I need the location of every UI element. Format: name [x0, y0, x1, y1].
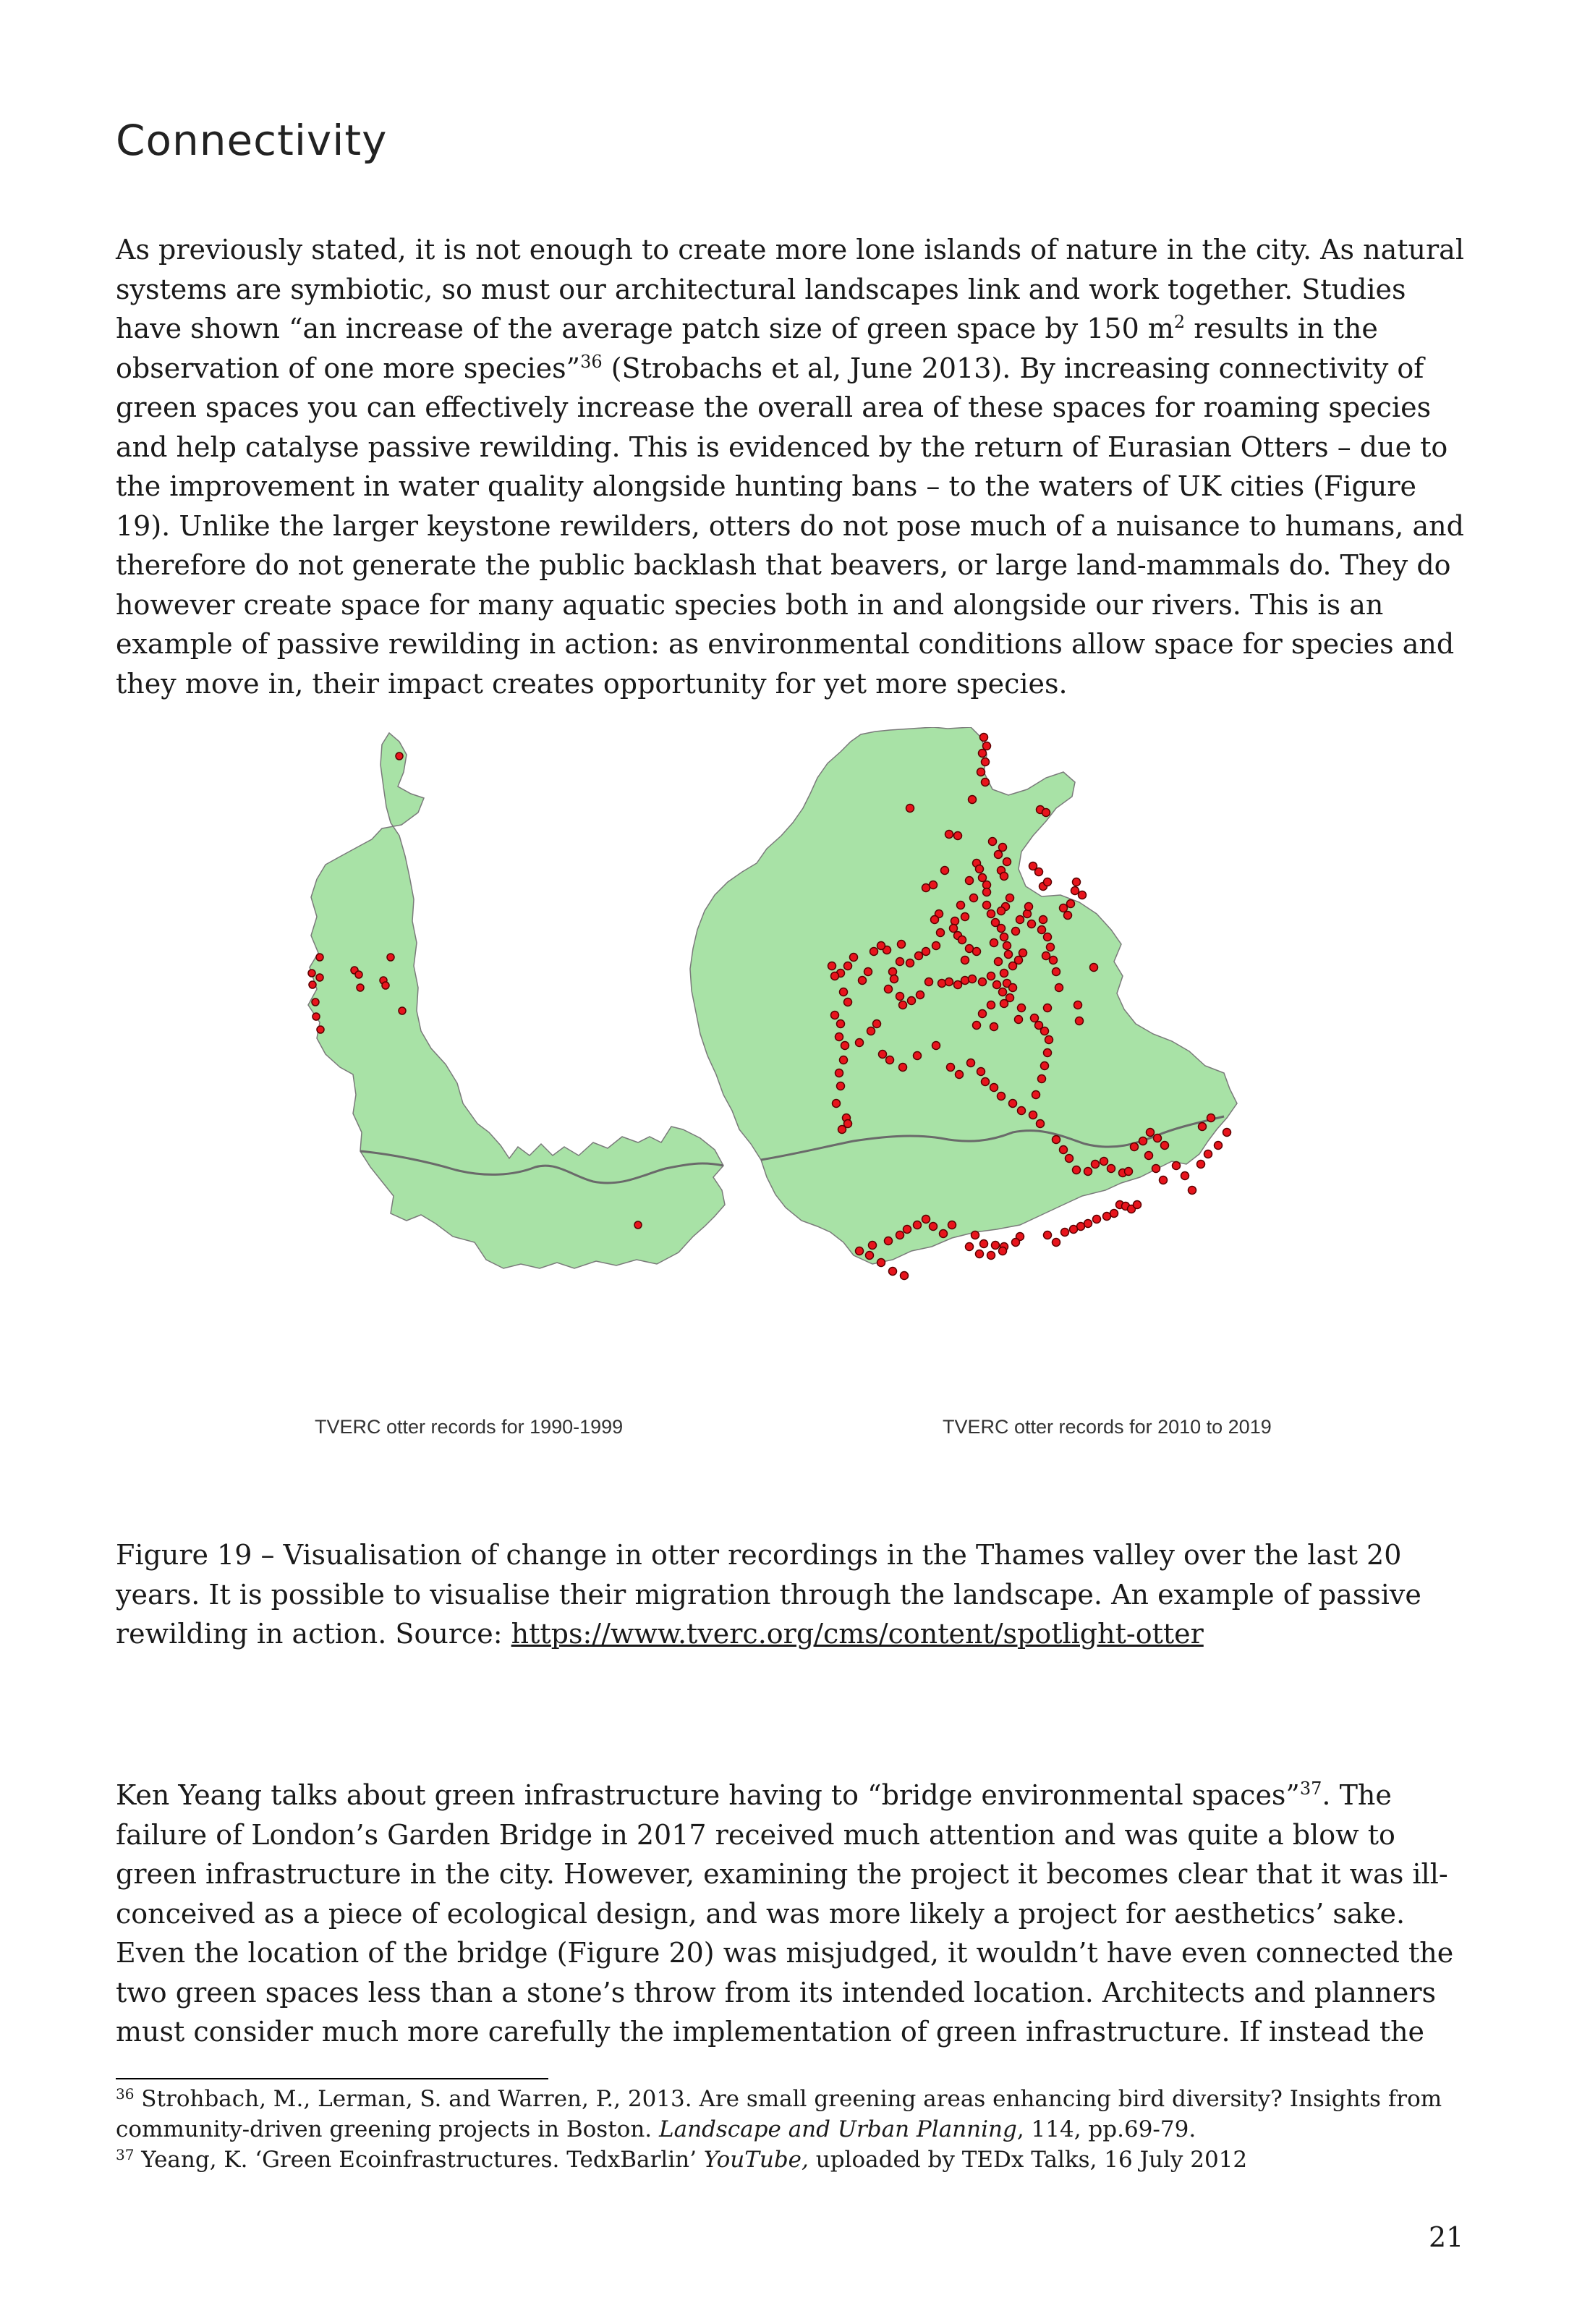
otter-record-dot-71 — [889, 968, 897, 976]
otter-record-dot-36 — [1015, 957, 1023, 964]
page-number: 21 — [1429, 2221, 1464, 2253]
otter-record-dot-134 — [840, 988, 848, 996]
otter-record-dot-42 — [1006, 894, 1014, 902]
otter-record-dot-47 — [1044, 878, 1052, 886]
otter-record-dot-58 — [931, 916, 939, 924]
figure-otter-maps — [217, 727, 1389, 1451]
otter-record-dot-215 — [922, 1216, 930, 1224]
otter-record-dot-128 — [1073, 878, 1081, 886]
otter-record-dot-1 — [983, 742, 991, 750]
otter-record-dot-163 — [1018, 1107, 1026, 1115]
otter-record-dot-82 — [859, 977, 867, 985]
source-link[interactable]: https://www.tverc.org/cms/content/spotlight-otter — [511, 1618, 1204, 1650]
otter-record-dot-121 — [1090, 964, 1098, 972]
otter-record-dot-156 — [956, 1071, 964, 1079]
otter-record-dot-91 — [945, 978, 953, 986]
otter-record-dot-222 — [866, 1252, 874, 1260]
otter-record-dot-23 — [966, 877, 974, 885]
otter-record-dot-123 — [1060, 904, 1068, 912]
otter-record-dot-53 — [1050, 957, 1058, 964]
otter-record-dot-8 — [1042, 809, 1050, 817]
otter-record-dot-118 — [1053, 968, 1060, 976]
otter-record-dot-209 — [992, 1242, 1000, 1250]
otter-record-dot-116 — [1032, 1091, 1040, 1099]
otter-record-dot-210 — [980, 1240, 988, 1248]
otter-record-dot-20 — [941, 867, 949, 875]
otter-record-dot-211 — [972, 1231, 979, 1239]
otter-record-dot-165 — [1037, 1120, 1045, 1128]
otter-record-dot-154 — [932, 1042, 940, 1050]
otter-record-dot-83 — [890, 975, 898, 983]
otter-record-dot-127 — [1079, 891, 1087, 899]
otter-record-dot-224 — [889, 1268, 897, 1276]
otter-record-dot-168 — [1066, 1155, 1074, 1163]
otter-record-dot-190 — [1223, 1129, 1231, 1137]
otter-record-dot-178 — [1147, 1129, 1155, 1137]
otter-record-dot-117 — [1044, 1004, 1052, 1012]
otter-record-dot-0 — [980, 734, 988, 742]
otter-record-dot-138 — [836, 1033, 843, 1041]
otter-record-dot-214 — [930, 1223, 938, 1231]
otter-record-dot-132 — [999, 844, 1007, 852]
otter-record-dot-32 — [990, 939, 998, 947]
footnote-number: 37 — [116, 2146, 135, 2163]
otter-record-dot-158 — [977, 1068, 985, 1076]
otter-record-dot-149 — [873, 1020, 881, 1028]
otter-record-dot-182 — [1152, 1165, 1160, 1173]
otter-record-dot-203 — [1061, 1229, 1069, 1237]
footnote-text: Yeang, K. ‘Green Ecoinfrastructures. TedxBarlin’ — [134, 2147, 704, 2173]
otter-record-dot-115 — [1038, 1075, 1046, 1083]
otter-record-dot-69 — [906, 959, 914, 967]
otter-record-dot-29 — [1000, 933, 1008, 941]
otter-record-dot-166 — [1053, 1136, 1060, 1144]
otter-record-dot-41 — [1025, 903, 1033, 911]
otter-record-dot-137 — [837, 1020, 845, 1028]
otter-record-dot-217 — [904, 1226, 911, 1234]
footnote-number: 36 — [116, 2085, 135, 2103]
otter-record-dot-93 — [961, 977, 969, 985]
otter-record-dot-109 — [1031, 1014, 1039, 1022]
otter-record-dot-188 — [1204, 1150, 1212, 1158]
otter-record-dot-179 — [1154, 1135, 1162, 1142]
otter-record-dot-176 — [1131, 1143, 1139, 1151]
otter-record-dot-67 — [922, 948, 930, 956]
otter-record-dot-225 — [901, 1272, 909, 1280]
caption-text: Figure 19 – Visualisation of change in otter recordings in the Thames valley over the last 20 years. It is possible to visualise their migration through the landscape. An example of passive rewilding in action. Source: — [116, 1539, 1421, 1650]
footnote-text-end: uploaded by TEDx Talks, 16 July 2012 — [808, 2147, 1248, 2173]
footnote-ref-37[interactable]: 37 — [1299, 1778, 1322, 1799]
paragraph1-text-a: As previously stated, it is not enough to create more lone islands of nature in the city. As natural systems are symbiotic, so must our architectural landscapes link and work together. Studies have shown “an increase of the average patch size of green space by 150 m — [116, 234, 1464, 344]
otter-record-dot-159 — [982, 1078, 990, 1086]
otter-record-dot-2 — [979, 750, 987, 758]
footnote-ref-36[interactable]: 36 — [580, 351, 603, 372]
otter-record-dot-192 — [1207, 1114, 1215, 1122]
otter-record-dot-105 — [973, 1022, 981, 1030]
otter-record-dot-19 — [1000, 873, 1008, 881]
otter-record-dot-198 — [1103, 1213, 1111, 1221]
otter-record-dot-10 — [945, 831, 953, 839]
otter-record-dot-40 — [1024, 910, 1032, 918]
otter-record-dot-90 — [938, 980, 946, 988]
otter-record-dot-77 — [844, 962, 852, 970]
footnote-36 — [116, 2084, 1476, 2145]
otter-record-dot-81 — [864, 968, 872, 976]
otter-record-dot-172 — [1100, 1158, 1108, 1166]
superscript-unit: 2 — [1173, 312, 1186, 332]
footnote-divider — [116, 2078, 548, 2079]
otter-record-dot-114 — [1041, 1062, 1049, 1070]
otter-record-dot-52 — [1042, 952, 1050, 960]
otter-record-dot-25 — [983, 902, 991, 909]
otter-record-dot-87 — [908, 997, 916, 1005]
otter-record-dot-213 — [940, 1230, 948, 1238]
otter-record-dot-122 — [1074, 1001, 1082, 1009]
left-map-label: TVERC otter records for 1990-1999 — [315, 1416, 624, 1438]
otter-record-dot-9 — [906, 805, 914, 813]
otter-record-dot-3 — [982, 758, 990, 766]
otter-record-dot-39 — [1016, 916, 1024, 924]
otter-record-dot-148 — [867, 1027, 875, 1035]
otter-record-dot-103 — [987, 1001, 995, 1009]
otter-record-dot-6 — [969, 796, 977, 804]
otter-record-dot-92 — [954, 981, 962, 989]
otter-record-dot-98 — [999, 988, 1007, 996]
otter-record-dot-196 — [1134, 1201, 1142, 1209]
footnote-text: Strohbach, M., Lerman, S. and Warren, P., 2013. Are small greening areas enhancing bird diversity? Insights from community-driven greening projects in Boston. — [116, 2086, 1442, 2142]
otter-record-dot-167 — [1060, 1146, 1068, 1154]
otter-record-dot-183 — [1160, 1176, 1168, 1184]
otter-record-dot-66 — [932, 942, 940, 950]
otter-record-dot-4 — [977, 768, 985, 776]
otter-record-dot-141 — [836, 1069, 843, 1077]
otter-record-dot-96 — [987, 972, 995, 980]
otter-record-dot-28 — [998, 925, 1006, 933]
otter-record-dot-227 — [976, 1250, 984, 1258]
otter-record-dot-85 — [896, 993, 904, 1001]
otter-record-dot-33 — [995, 958, 1003, 966]
footnote-37 — [116, 2145, 1476, 2175]
otter-record-dot-54 — [957, 902, 965, 909]
otter-record-dot-106 — [990, 1023, 998, 1031]
otter-record-dot-107 — [1015, 1016, 1023, 1024]
otter-record-dot-221 — [856, 1247, 864, 1255]
otter-record-dot-126 — [1071, 887, 1079, 895]
otter-record-dot-220 — [869, 1242, 877, 1250]
otter-record-dot-11 — [954, 832, 962, 840]
otter-record-dot-180 — [1161, 1142, 1169, 1150]
otter-record-dot-102 — [1000, 1000, 1008, 1008]
otter-record-dot-56 — [951, 917, 959, 925]
otter-record-dot-189 — [1215, 1142, 1223, 1150]
otter-record-dot-50 — [1044, 933, 1052, 941]
otter-record-dot-108 — [1018, 1004, 1026, 1012]
otter-record-dot-88 — [917, 991, 924, 999]
map-1990-1999 — [308, 733, 725, 1268]
otter-record-dot-139 — [841, 1042, 849, 1050]
otter-record-dot-15 — [979, 874, 987, 882]
paragraph-garden-bridge — [116, 1776, 1476, 2052]
footnote-text-end: , 114, pp.69-79. — [1016, 2116, 1196, 2142]
otter-record-dot-199 — [1093, 1216, 1101, 1224]
otter-record-dot-95 — [979, 978, 987, 986]
otter-record-dot-55 — [961, 913, 969, 921]
otter-record-dot-14 — [976, 865, 984, 873]
otter-record-dot-76 — [850, 954, 858, 962]
otter-record-dot-160 — [990, 1084, 998, 1092]
otter-record-dot-74 — [877, 942, 885, 950]
otter-record-dot-5 — [982, 779, 990, 786]
otter-record-dot-124 — [1064, 912, 1072, 920]
otter-record-dot-202 — [1070, 1226, 1078, 1234]
otter-record-dot-170 — [1084, 1168, 1092, 1176]
otter-record-dot-49 — [1038, 926, 1046, 934]
otter-maps-graphic — [217, 727, 1389, 1451]
otter-record-dot-65 — [937, 929, 945, 937]
otter-record-dot-228 — [987, 1252, 995, 1260]
otter-record-dot-136 — [831, 1012, 839, 1019]
otter-record-dot-175 — [1125, 1168, 1133, 1176]
otter-record-dot-153 — [914, 1052, 922, 1060]
otter-record-dot-218 — [896, 1231, 904, 1239]
otter-record-dot-30 — [1003, 942, 1011, 950]
otter-record-dot-133 — [1003, 858, 1011, 866]
otter-record-dot-63 — [973, 948, 981, 956]
otter-record-dot-135 — [844, 998, 852, 1006]
otter-record-dot-161 — [998, 1093, 1006, 1100]
thames-valley-land-right — [690, 727, 1237, 1264]
otter-record-dot-24 — [970, 894, 978, 902]
otter-record-dot-100 — [1009, 984, 1017, 992]
paragraph-connectivity — [116, 230, 1476, 703]
otter-record-dot-113 — [1044, 1049, 1052, 1057]
right-map-label: TVERC otter records for 2010 to 2019 — [943, 1416, 1272, 1438]
footnotes — [116, 2084, 1476, 2175]
otter-record-dot-229 — [999, 1247, 1007, 1255]
otter-record-dot-181 — [1145, 1152, 1153, 1160]
otter-record-dot-143 — [833, 1100, 841, 1108]
otter-record-dot-152 — [899, 1064, 907, 1072]
otter-record-dot-12 — [989, 838, 997, 846]
otter-record-dot-204 — [1053, 1239, 1060, 1247]
otter-record-dot-171 — [1092, 1161, 1100, 1169]
otter-record-dot-185 — [1181, 1172, 1189, 1180]
paragraph1-text-c: (Strobachs et al, June 2013). By increasing connectivity of green spaces you can effectively increase the overall area of these spaces for roaming species and help catalyse passive rewilding. This is evidenced by the return of Eurasian Otters – due to the improvement in water quality alongside hunting bans – to the waters of UK cities (Figure 19). Unlike the larger keystone rewilders, otters do not pose much of a nuisance to humans, and therefore do not generate the public backlash that beavers, or large land-mammals do. They do however create space for many aquatic species both in and alongside our rivers. This is an example of passive rewilding in action: as environmental conditions allow space for species and they move in, their impact creates opportunity for yet more species. — [116, 352, 1464, 700]
otter-record-dot-212 — [948, 1221, 956, 1229]
paragraph1-text-b: results in the observation of one more species” — [116, 313, 1378, 384]
otter-record-dot-140 — [840, 1056, 848, 1064]
otter-record-dot-157 — [967, 1059, 975, 1067]
otter-record-dot-26 — [987, 910, 995, 918]
otter-record-dot-130 — [1029, 862, 1037, 870]
otter-record-dot-80 — [828, 962, 836, 970]
otter-record-dot-219 — [885, 1237, 893, 1245]
map-2010-2019 — [690, 727, 1237, 1280]
otter-record-dot-22 — [930, 881, 938, 889]
otter-record-dot-97 — [993, 981, 1001, 989]
otter-record-dot-131 — [995, 851, 1003, 859]
otter-record-dot-164 — [1029, 1111, 1037, 1119]
otter-record-dot-173 — [1108, 1165, 1115, 1173]
otter-record-dot-125 — [1067, 900, 1075, 908]
thames-valley-land-left — [308, 733, 725, 1268]
otter-record-dot-147 — [856, 1039, 864, 1047]
section-heading: Connectivity — [116, 116, 388, 165]
otter-record-dot-216 — [914, 1221, 922, 1229]
otter-record-dot-89 — [925, 978, 933, 986]
otter-record-dot-226 — [966, 1243, 974, 1251]
otter-record-dot-51 — [1047, 943, 1055, 951]
otter-record-dot-45 — [1028, 920, 1036, 928]
otter-record-dot-155 — [947, 1064, 955, 1072]
otter-record-dot-186 — [1189, 1187, 1196, 1195]
footnote-journal: Landscape and Urban Planning — [659, 2116, 1017, 2142]
otter-record-dot-75 — [870, 948, 878, 956]
otter-record-dot-68 — [915, 952, 923, 960]
otter-record-dot-151 — [886, 1056, 894, 1064]
otter-record-dot-120 — [1076, 1017, 1084, 1025]
footnote-source: YouTube, — [703, 2147, 809, 2173]
otter-record-dot-84 — [885, 985, 893, 993]
otter-record-dot-44 — [998, 907, 1006, 915]
otter-record-dot-61 — [958, 936, 966, 944]
paragraph2-text-b: . The failure of London’s Garden Bridge in 2017 received much attention and was quite a blow to green infrastructure in the city. However, examining the project it becomes clear that it was ill-conceived as a piece of ecological design, and was more likely a project for aesthetics’ sake. Even the location of the bridge (Figure 20) was misjudged, it wouldn’t have even connected the two green spaces less than a stone’s throw from its intended location. Architects and planners must consider much more carefully the implementation of green infrastructure. If instead the — [116, 1779, 1454, 2048]
otter-record-dot-70 — [896, 958, 904, 966]
figure-19-caption — [116, 1535, 1476, 1654]
otter-record-dot-34 — [1000, 970, 1008, 977]
paragraph2-text-a: Ken Yeang talks about green infrastructure having to “bridge environmental spaces” — [116, 1779, 1300, 1811]
otter-record-dot-104 — [979, 1010, 987, 1018]
otter-record-dot-38 — [1012, 928, 1020, 936]
otter-record-dot-48 — [1040, 916, 1047, 924]
otter-record-dot-86 — [899, 1001, 907, 1009]
otter-record-dot-184 — [1173, 1162, 1181, 1170]
otter-record-dot-112 — [1045, 1036, 1053, 1044]
otter-record-dot-150 — [879, 1051, 887, 1059]
otter-record-dot-111 — [1041, 1027, 1049, 1035]
otter-record-dot-31 — [1005, 951, 1013, 959]
otter-record-dot-59 — [950, 925, 958, 933]
otter-record-dot-142 — [837, 1082, 845, 1090]
otter-record-dot-207 — [1012, 1239, 1020, 1247]
otter-record-dot-119 — [1055, 984, 1063, 992]
otter-record-dot-146 — [844, 1120, 852, 1128]
otter-record-dot-37 — [1019, 949, 1027, 957]
otter-record-dot-17 — [983, 889, 991, 896]
otter-record-dot-205 — [1044, 1231, 1052, 1239]
otter-record-dot-177 — [1139, 1137, 1147, 1145]
otter-record-dot-94 — [969, 975, 977, 983]
otter-record-dot-162 — [1009, 1100, 1017, 1108]
otter-record-dot-223 — [877, 1259, 885, 1267]
otter-record-dot-191 — [1199, 1123, 1207, 1131]
otter-record-dot-72 — [898, 941, 906, 949]
otter-record-dot-169 — [1073, 1166, 1081, 1174]
otter-record-dot-79 — [831, 972, 839, 980]
otter-record-dot-64 — [961, 957, 969, 964]
otter-record-dot-187 — [1197, 1161, 1205, 1169]
